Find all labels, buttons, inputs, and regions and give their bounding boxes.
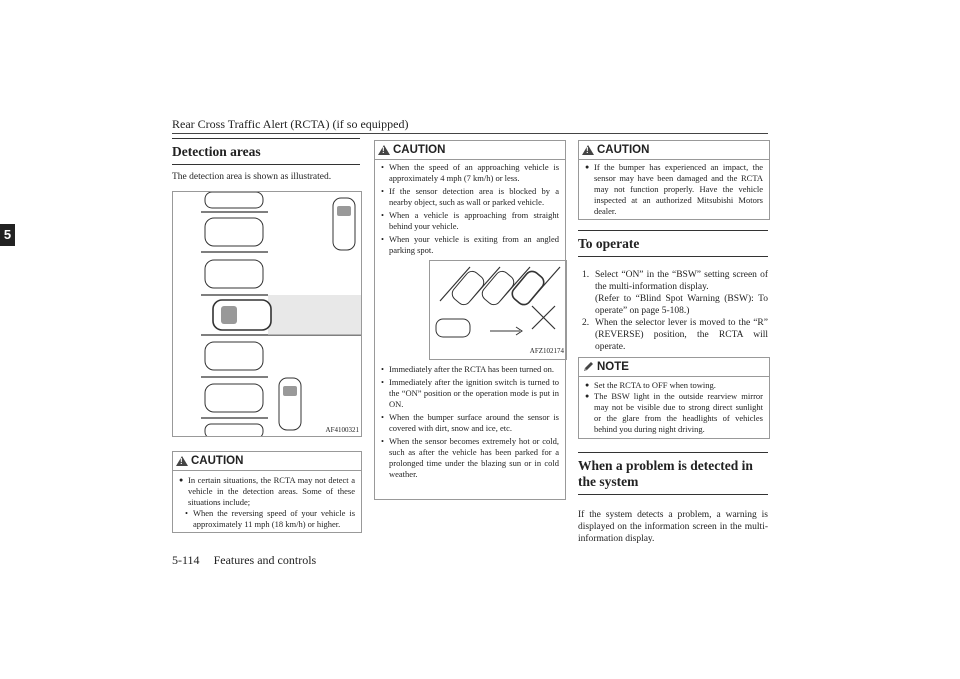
- caution-item: • When the bumper surface around the sensor is covered with dirt, snow and ice, etc.: [381, 412, 559, 434]
- detection-intro: The detection area is shown as illustrated.: [172, 172, 332, 182]
- detection-area-figure: [172, 191, 362, 437]
- angled-parking-illustration: [430, 261, 566, 359]
- note-item: ● The BSW light in the outside rearview mirror may not be visible due to strong direct sunlight or the glare from the headlights of vehicles behind you during night driving.: [585, 391, 763, 435]
- caution-label: CAUTION: [393, 144, 446, 156]
- caution-bullet: ● If the bumper has experienced an impact, the sensor may have been damaged and the RCTA may not function properly. Have the vehicle inspected at an authorized Mitsubishi Motors dealer.: [585, 162, 763, 217]
- problem-section: [578, 452, 768, 545]
- warning-triangle-icon: [176, 456, 188, 466]
- note-label: NOTE: [597, 361, 629, 373]
- step-2: 2. When the selector lever is moved to the “R” (REVERSE) position, the RCTA will operate.: [582, 318, 768, 352]
- caution-box-middle: [374, 140, 566, 500]
- caution-item: • When the speed of an approaching vehicle is approximately 4 mph (7 km/h) or less.: [381, 162, 559, 184]
- caution-header: [173, 452, 361, 471]
- caution-box-right: [578, 140, 770, 220]
- header-rule: [172, 133, 768, 134]
- step-1-reference: (Refer to “Blind Spot Warning (BSW): To operate” on page 5-108.): [595, 294, 768, 316]
- angled-parking-figure: [429, 260, 567, 360]
- problem-text: If the system detects a problem, a warning is displayed on the information screen in the multi-information display.: [578, 510, 768, 544]
- note-item: ● Set the RCTA to OFF when towing.: [585, 380, 763, 391]
- chapter-tab: 5: [0, 224, 15, 246]
- caution-bullet: ● In certain situations, the RCTA may not detect a vehicle in the detection areas. Some of these situations include;: [179, 475, 355, 508]
- page-footer: [172, 553, 330, 568]
- left-column: [172, 138, 360, 183]
- caution-item: • When a vehicle is approaching from straight behind your vehicle.: [381, 210, 559, 232]
- pencil-note-icon: [582, 361, 594, 373]
- figure-code: AFZ102174: [529, 347, 564, 355]
- caution-item: • If the sensor detection area is blocked by a nearby object, such as wall or parked vehicle.: [381, 186, 559, 208]
- caution-sub-item: • When the reversing speed of your vehicle is approximately 11 mph (18 km/h) or higher.: [185, 508, 355, 530]
- to-operate-section: [578, 232, 768, 353]
- to-operate-heading: To operate: [578, 236, 768, 257]
- running-header: Rear Cross Traffic Alert (RCTA) (if so equipped): [172, 117, 409, 131]
- parking-lot-illustration: [173, 192, 361, 436]
- note-header: [579, 358, 769, 377]
- caution-header: [375, 141, 565, 160]
- warning-triangle-icon: [378, 145, 390, 155]
- figure-code: AF4100321: [325, 426, 359, 434]
- page-number: 5-114: [172, 553, 200, 567]
- caution-item: • When your vehicle is exiting from an angled parking spot.: [381, 234, 559, 256]
- caution-item: • Immediately after the ignition switch is turned to the “ON” position or the operation mode is put in ON.: [381, 377, 559, 410]
- caution-label: CAUTION: [597, 144, 650, 156]
- problem-heading: When a problem is detected in the system: [578, 458, 768, 495]
- caution-box-left: [172, 451, 362, 533]
- detection-areas-heading: Detection areas: [172, 144, 360, 165]
- caution-item: • Immediately after the RCTA has been turned on.: [381, 364, 559, 375]
- caution-item: • When the sensor becomes extremely hot or cold, such as after the vehicle has been parked for a prolonged time under the blazing sun or in cold weather.: [381, 436, 559, 480]
- note-box: [578, 357, 770, 439]
- step-1: 1. Select “ON” in the “BSW” setting screen of the multi-information display. (Refer to “Blind Spot Warning (BSW): To operate” on page 5-108.): [582, 270, 768, 316]
- warning-triangle-icon: [582, 145, 594, 155]
- caution-label: CAUTION: [191, 455, 244, 467]
- footer-section: Features and controls: [213, 553, 317, 567]
- caution-header: [579, 141, 769, 160]
